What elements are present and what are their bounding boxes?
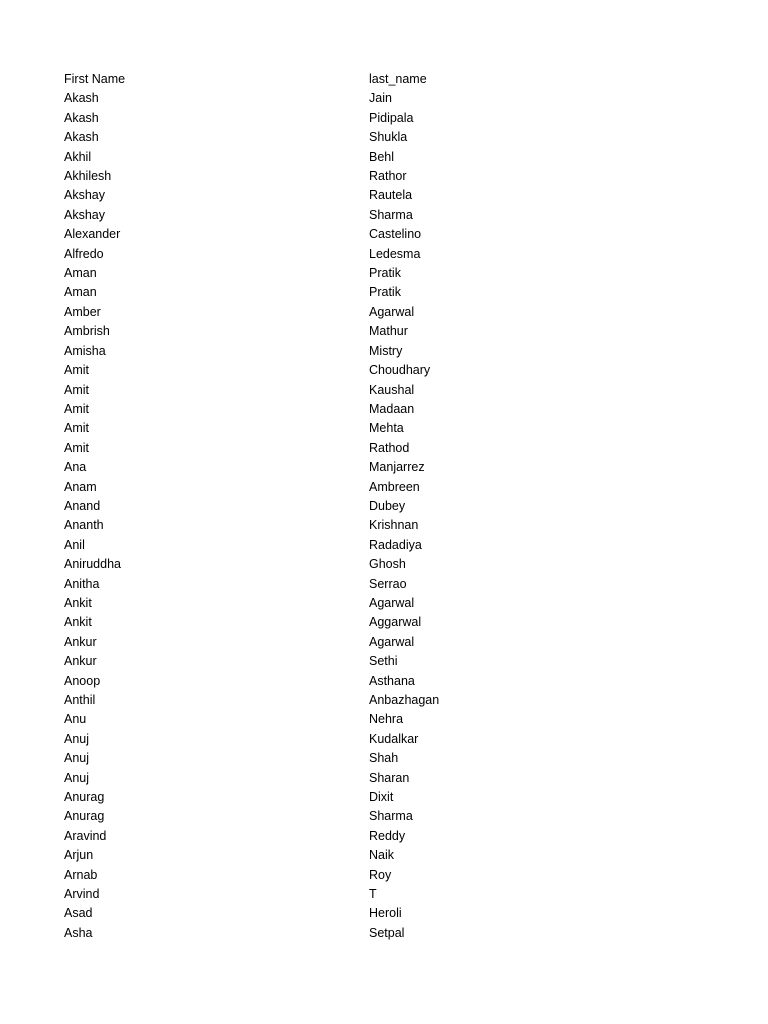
- table-row: [64, 885, 524, 904]
- table-row: [64, 924, 524, 943]
- table-row: [64, 846, 524, 865]
- table-row: [64, 807, 524, 826]
- last-name-cell: Kaushal: [369, 382, 415, 397]
- table-row: [64, 866, 524, 885]
- first-name-cell: Anu: [64, 712, 87, 727]
- first-name-cell: Amit: [64, 401, 89, 416]
- table-row: [64, 225, 524, 244]
- last-name-cell: Rathod: [369, 440, 410, 455]
- table-row: [64, 148, 524, 167]
- last-name-cell: Manjarrez: [369, 460, 425, 475]
- last-name-cell: Castelino: [369, 227, 422, 242]
- table-row: [64, 206, 524, 225]
- first-name-cell: Akhilesh: [64, 169, 112, 184]
- table-row: [64, 613, 524, 632]
- last-name-cell: Mehta: [369, 421, 404, 436]
- last-name-cell: Mathur: [369, 324, 408, 339]
- first-name-cell: Akhil: [64, 149, 92, 164]
- first-name-cell: Ankur: [64, 634, 97, 649]
- table-row: [64, 536, 524, 555]
- table-row: [64, 167, 524, 186]
- first-name-cell: Arnab: [64, 867, 98, 882]
- first-name-cell: Anuj: [64, 770, 90, 785]
- last-name-cell: Krishnan: [369, 518, 419, 533]
- last-name-cell: Ambreen: [369, 479, 420, 494]
- first-name-cell: Aman: [64, 266, 97, 281]
- first-name-cell: Anthil: [64, 693, 96, 707]
- first-name-cell: Anuj: [64, 751, 90, 766]
- table-row: [64, 497, 524, 516]
- last-name-cell: Anbazhagan: [369, 693, 440, 707]
- table-row: [64, 419, 524, 438]
- last-name-header: last_name: [369, 72, 427, 86]
- last-name-cell: Aggarwal: [369, 615, 422, 630]
- last-name-cell: Roy: [369, 867, 392, 882]
- last-name-cell: Agarwal: [369, 595, 415, 610]
- last-name-cell: Sethi: [369, 654, 398, 669]
- first-name-cell: Akash: [64, 110, 99, 125]
- first-name-cell: Akshay: [64, 207, 105, 222]
- last-name-cell: Nehra: [369, 712, 404, 727]
- first-name-cell: Asad: [64, 906, 93, 921]
- first-name-cell: Ana: [64, 460, 87, 475]
- last-name-cell: Rathor: [369, 169, 407, 184]
- table-row: [64, 478, 524, 497]
- first-name-cell: Amit: [64, 440, 89, 455]
- first-name-cell: Anuj: [64, 731, 90, 746]
- last-name-cell: Setpal: [369, 925, 405, 940]
- table-row: [64, 303, 524, 322]
- first-name-cell: Amber: [64, 304, 101, 319]
- last-name-cell: Heroli: [369, 906, 402, 921]
- last-name-cell: Serrao: [369, 576, 407, 591]
- first-name-cell: Amit: [64, 363, 89, 378]
- last-name-cell: Madaan: [369, 401, 415, 416]
- first-name-cell: Asha: [64, 925, 93, 940]
- last-name-cell: Dubey: [369, 498, 406, 513]
- first-name-cell: Anurag: [64, 809, 105, 824]
- first-name-cell: Ankit: [64, 595, 92, 610]
- table-row: [64, 283, 524, 302]
- first-name-cell: Amisha: [64, 343, 106, 358]
- first-name-cell: Akash: [64, 130, 99, 145]
- first-name-cell: Anurag: [64, 790, 105, 805]
- first-name-cell: Anil: [64, 537, 85, 552]
- first-name-header: First Name: [64, 72, 126, 86]
- first-name-cell: Anam: [64, 479, 97, 494]
- first-name-cell: Arjun: [64, 848, 94, 863]
- last-name-cell: Ledesma: [369, 246, 421, 261]
- last-name-cell: Sharma: [369, 809, 413, 824]
- table-row: [64, 633, 524, 652]
- first-name-cell: Arvind: [64, 887, 100, 902]
- table-row: [64, 322, 524, 341]
- first-name-cell: Alfredo: [64, 246, 104, 261]
- table-row: [64, 575, 524, 594]
- last-name-cell: Naik: [369, 848, 395, 863]
- first-name-cell: Ambrish: [64, 324, 110, 339]
- last-name-cell: Pidipala: [369, 110, 414, 125]
- last-name-cell: Ghosh: [369, 557, 406, 572]
- table-row: [64, 381, 524, 400]
- table-row: [64, 749, 524, 768]
- table-row: [64, 400, 524, 419]
- first-name-cell: Ankur: [64, 654, 97, 669]
- last-name-cell: Kudalkar: [369, 731, 419, 746]
- last-name-cell: Pratik: [369, 285, 401, 300]
- first-name-cell: Alexander: [64, 227, 121, 242]
- last-name-cell: Agarwal: [369, 304, 415, 319]
- last-name-cell: Behl: [369, 149, 395, 164]
- table-row: [64, 439, 524, 458]
- table-row: [64, 186, 524, 205]
- last-name-cell: Agarwal: [369, 634, 415, 649]
- table-row: [64, 264, 524, 283]
- last-name-cell: Sharan: [369, 770, 410, 785]
- first-name-cell: Aniruddha: [64, 557, 121, 572]
- table-row: [64, 245, 524, 264]
- first-name-cell: Anitha: [64, 576, 100, 591]
- first-name-cell: Amit: [64, 421, 89, 436]
- table-row: [64, 672, 524, 691]
- table-row: [64, 594, 524, 613]
- last-name-cell: Rautela: [369, 188, 413, 203]
- last-name-cell: Shukla: [369, 130, 408, 145]
- table-row: [64, 458, 524, 477]
- last-name-cell: Pratik: [369, 266, 401, 281]
- table-row: [64, 827, 524, 846]
- last-name-cell: Reddy: [369, 828, 406, 843]
- last-name-cell: Jain: [369, 91, 392, 106]
- table-row: [64, 691, 524, 710]
- first-name-cell: Akshay: [64, 188, 105, 203]
- first-name-cell: Aman: [64, 285, 97, 300]
- table-row: [64, 342, 524, 361]
- header-row: [64, 70, 524, 89]
- first-name-cell: Aravind: [64, 828, 107, 843]
- table-row: [64, 89, 524, 108]
- table-row: [64, 109, 524, 128]
- table-row: [64, 361, 524, 380]
- last-name-cell: Dixit: [369, 790, 394, 805]
- table-row: [64, 516, 524, 535]
- first-name-cell: Anand: [64, 498, 101, 513]
- last-name-cell: Choudhary: [369, 363, 431, 378]
- last-name-cell: Mistry: [369, 343, 403, 358]
- table-row: [64, 652, 524, 671]
- last-name-cell: Radadiya: [369, 537, 422, 552]
- table-row: [64, 730, 524, 749]
- table-row: [64, 904, 524, 923]
- name-table: [64, 70, 524, 943]
- first-name-cell: Amit: [64, 382, 89, 397]
- table-body: [64, 89, 524, 943]
- first-name-cell: Ananth: [64, 518, 104, 533]
- last-name-cell: Shah: [369, 751, 399, 766]
- first-name-cell: Akash: [64, 91, 99, 106]
- first-name-cell: Ankit: [64, 615, 92, 630]
- last-name-cell: T: [369, 887, 377, 902]
- table-row: [64, 555, 524, 574]
- table-row: [64, 128, 524, 147]
- table-row: [64, 788, 524, 807]
- table-row: [64, 710, 524, 729]
- table-row: [64, 769, 524, 788]
- last-name-cell: Asthana: [369, 673, 415, 688]
- last-name-cell: Sharma: [369, 207, 413, 222]
- first-name-cell: Anoop: [64, 673, 101, 688]
